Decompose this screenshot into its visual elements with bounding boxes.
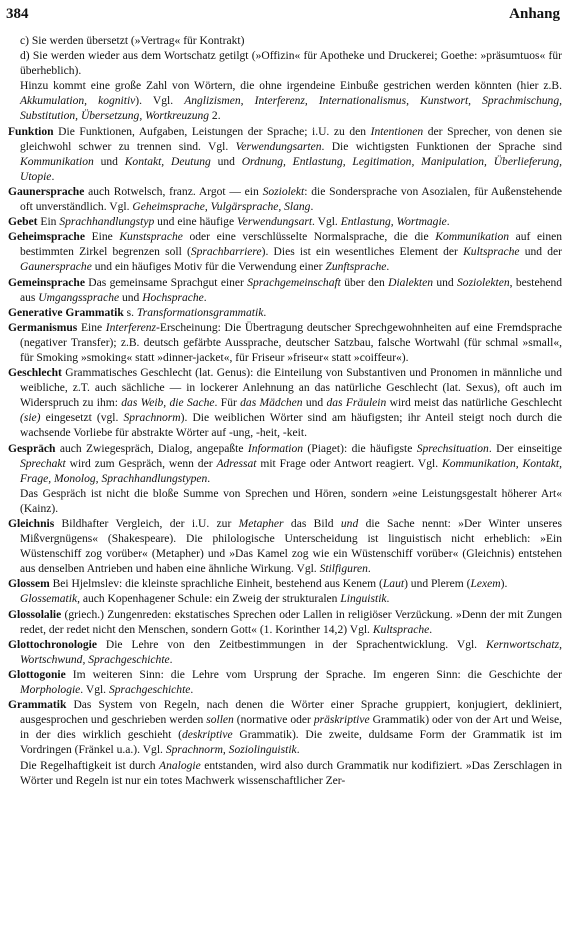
- glossary-entry: [8, 366, 562, 441]
- cross-reference: Interferenz: [105, 321, 157, 334]
- entry-text: Die Lehre von den Zeitbestimmungen in der Sprachentwicklung. Vgl.: [96, 638, 486, 651]
- entry-text: die Sache nennt: »Der Winter unseres Mißvergnügens« (Shakespeare). Die philologische Unterscheidung ist linguistisch nicht erheblich: »Ein Wüstenschiff zog vorüber« (Metapher) und »Das Kamel zog wie ein Wüstenschiff vorüber« (Gleichnis) entstehen aus denselben Antrieben und haben eine ähnliche Wirkung. Vgl.: [20, 518, 562, 576]
- entry-text: Grammatik). Die zweite, duldsame Form der Grammatik ist im Vordringen (Fränkel u.a.). Vgl.: [20, 729, 562, 757]
- glossary-entry: [8, 577, 562, 592]
- entry-text: , bestehend aus: [20, 276, 563, 304]
- entry-text: oder eine verschlüsselte Normalsprache, die die: [182, 231, 436, 244]
- entry-text: eingesetzt (vgl.: [40, 412, 124, 425]
- cross-reference: Akkumulation, kognitiv: [20, 95, 136, 108]
- glossary-entry: [8, 321, 562, 366]
- section-title: Anhang: [509, 6, 560, 22]
- glossary-entry: [8, 442, 562, 487]
- cross-reference: Sprachnorm: [123, 412, 181, 425]
- cross-reference: Entlastung, Wortmagie: [340, 216, 447, 229]
- glossary-entry: [8, 638, 562, 668]
- entry-text: Ein: [37, 216, 60, 229]
- cross-reference: Kunstsprache: [119, 231, 183, 244]
- entry-text: .: [203, 291, 207, 304]
- cross-reference: Adressat: [216, 457, 257, 470]
- entry-text: Das gemeinsame Sprachgut einer: [84, 276, 248, 289]
- cross-reference: Ordnung, Entlastung, Legitimation, Manipulation, Überlieferung, Utopie: [20, 155, 563, 183]
- entry-text: . Die wichtigsten Funktionen der Sprache sind: [321, 140, 562, 153]
- entry-text: auch Zwiegespräch, Dialog, angepaßte: [55, 442, 248, 455]
- cross-reference: Morphologie: [20, 684, 81, 697]
- entry-text: (normative oder: [233, 714, 314, 727]
- cross-reference: das Fräulein: [326, 397, 387, 410]
- headword: Germanismus: [8, 321, 78, 334]
- headword: Geheimsprache: [8, 231, 85, 244]
- cross-reference: Sprachgeschichte: [108, 684, 191, 697]
- entry-text: mit Frage oder Antwort reagiert. Vgl.: [256, 457, 442, 470]
- entry-text: und ein häufiges Motiv für die Verwendung einer: [91, 261, 326, 274]
- headword: Glossolalie: [8, 608, 62, 621]
- entry-text: Hinzu kommt eine große Zahl von Wörtern, die ohne irgendeine Einbuße gestrichen werden könnten (hier z.B.: [20, 80, 562, 93]
- entry-text: . Für: [214, 397, 241, 410]
- cross-reference: Transformationsgrammatik: [136, 306, 264, 319]
- cross-reference: Metapher: [238, 518, 284, 530]
- glossary-body: [8, 34, 562, 789]
- entry-text: Das System von Regeln, nach denen die Wörter einer Sprache gruppiert, konjugiert, dekliniert, ausgesprochen und geschrieben werden: [20, 699, 562, 727]
- cross-reference: Sprechsituation: [416, 442, 489, 455]
- cross-reference: Lexem: [470, 578, 501, 591]
- cross-reference: Zunftsprache: [325, 261, 387, 274]
- cross-reference: Intentionen: [370, 125, 424, 138]
- cross-reference: Stilfiguren: [319, 563, 368, 576]
- entry-text: (Piaget): die häufigste: [303, 442, 417, 455]
- entry-text: .: [386, 261, 390, 274]
- cross-reference: (sie): [20, 412, 41, 425]
- entry-text: . Vgl.: [80, 684, 109, 697]
- entry-text: Eine: [77, 321, 106, 334]
- headword: Gemeinsprache: [8, 276, 85, 289]
- cross-reference: Hochsprache: [142, 291, 204, 304]
- entry-text: auch Rotwelsch, franz. Argot — ein: [84, 185, 263, 198]
- entry-text: und: [210, 155, 242, 168]
- entry-text: Das Gespräch ist nicht die bloße Summe von Sprechen und Hören, sondern »eine Leistungsgestalt höherer Art« (Kainz).: [20, 487, 562, 515]
- cross-reference: Linguistik: [340, 593, 387, 606]
- cross-reference: Gaunersprache: [20, 261, 92, 274]
- cross-reference: Kommunikation, Kontakt, Frage, Monolog, Sprachhandlungstypen: [20, 457, 563, 485]
- entry-text: .: [263, 306, 267, 319]
- entry-text: (griech.) Zungenreden: ekstatisches Sprechen oder Lallen in religiöser Verzückung. »Denn der mit Zungen redet, der redet nicht den Menschen, sondern Gott« (1. Korinther 14,2) Vgl.: [20, 608, 562, 636]
- page-number: 384: [6, 6, 29, 22]
- glossary-entry: [8, 125, 562, 185]
- cross-reference: Kommunikation: [20, 155, 94, 168]
- entry-text: ) und Plerem (: [404, 578, 471, 591]
- entry-text: das Bild: [283, 518, 341, 530]
- glossary-continuation: [8, 592, 562, 607]
- headword: Glottogonie: [8, 668, 66, 681]
- cross-reference: Glossematik: [20, 593, 78, 606]
- cross-reference: Sprechakt: [20, 457, 66, 470]
- entry-text: .: [386, 593, 390, 606]
- running-header: [6, 6, 560, 26]
- entry-text: c) Sie werden übersetzt (»Vertrag« für Kontrakt): [20, 35, 245, 47]
- entry-text: .: [446, 216, 450, 229]
- entry-text: auf einen bestimmten Zirkel begrenzen soll (: [20, 231, 562, 259]
- entry-text: . Der einseitige: [488, 442, 562, 455]
- entry-text: und: [119, 291, 143, 304]
- entry-text: . Vgl.: [312, 216, 341, 229]
- headword: Gebet: [8, 216, 38, 229]
- entry-text: Bei Hjelmslev: die kleinste sprachliche Einheit, bestehend aus Kenem (: [49, 578, 383, 591]
- headword: Grammatik: [8, 699, 67, 712]
- entry-text: Bildhafter Vergleich, der i.U. zur: [54, 518, 239, 530]
- cross-reference: Kultsprache: [372, 623, 430, 636]
- entry-text: .: [207, 472, 211, 485]
- entry-text: , auch Kopenhagener Schule: ein Zweig der strukturalen: [77, 593, 341, 606]
- headword: Funktion: [8, 125, 54, 138]
- cross-reference: Information: [247, 442, 304, 455]
- entry-text: und der: [519, 246, 562, 259]
- cross-reference: und: [340, 518, 359, 530]
- cross-reference: Sprachbarriere: [190, 246, 262, 259]
- glossary-entry: [8, 668, 562, 698]
- headword: Gaunersprache: [8, 185, 85, 198]
- glossary-continuation: [8, 487, 562, 517]
- cross-reference: Soziolekt: [262, 185, 305, 198]
- entry-text: 2.: [209, 110, 221, 123]
- headword: Geschlecht: [8, 367, 62, 380]
- cross-reference: deskriptive: [181, 729, 233, 742]
- entry-text: -Erscheinung: Die Übertragung deutscher Sprechgewohnheiten auf eine Fremdsprache (negativer Transfer); z.B. deutsch gefärbte Aussprache, deutscher Satzbau, falsche Wortwahl (für schmal »small«, für Smoking »smoking« statt »dinner-jacket«, für Friseur »friseur« statt »coiffeur«).: [20, 321, 562, 364]
- cross-reference: Laut: [382, 578, 405, 591]
- entry-text: wird zum Gespräch, wenn der: [65, 457, 217, 470]
- entry-text: wird meist das natürliche Geschlecht: [386, 397, 563, 410]
- headword: Glossem: [8, 578, 50, 591]
- cross-reference: Sprachhandlungstyp: [59, 216, 155, 229]
- entry-text: Im weiteren Sinn: die Lehre vom Ursprung der Sprache. Im engeren Sinn: die Geschichte der: [65, 668, 562, 681]
- cross-reference: Anglizismen, Interferenz, Internationalismus, Kunstwort, Sprachmischung, Substitution, Übersetzung, Wortkreuzung: [20, 95, 562, 123]
- cross-reference: präskriptive: [313, 714, 370, 727]
- cross-reference: Kernwortschatz, Wortschwund, Sprachgeschichte: [20, 638, 562, 666]
- entry-text: entstanden, wird also durch Grammatik nur kodifiziert. »Das Zerschlagen in Wörter und Regeln ist nur ein totes Machwerk wissenschaftlicher Zer-: [20, 759, 563, 787]
- entry-text: über den: [340, 276, 389, 289]
- entry-text: d) Sie werden wieder aus dem Wortschatz getilgt (»Offizin« für Apotheke und Druckerei; Goethe: »präsumtuos« für überheblich).: [20, 50, 562, 78]
- cross-reference: Geheimsprache, Vulgärsprache, Slang: [132, 201, 311, 214]
- cross-reference: Sprachnorm, Soziolinguistik: [165, 744, 297, 757]
- entry-text: ). Dies ist ein wesentliches Element der: [261, 246, 464, 259]
- glossary-entry: [8, 306, 562, 321]
- entry-text: ).: [500, 578, 508, 591]
- entry-text: Grammatik) oder von der Art und Weise, in der dies wirklich geschieht (: [20, 714, 562, 742]
- entry-text: und: [93, 155, 125, 168]
- entry-text: .: [429, 623, 433, 636]
- entry-text: Grammatisches Geschlecht (lat. Genus): die Einteilung von Substantiven und Pronomen in männliche und weibliche, z.T. auch sächliche — in lockerer Anlehnung an das natürliche Geschlecht (lat. Sexus), oft auch im Widerspruch zu ihm:: [20, 367, 562, 410]
- entry-text: s.: [123, 306, 137, 319]
- entry-text: : die Sondersprache von Asozialen, für Außenstehende oft unverständlich. Vgl.: [20, 185, 562, 214]
- entry-text: .: [296, 744, 300, 757]
- cross-reference: Sprachgemeinschaft: [247, 276, 341, 289]
- entry-text: Eine: [84, 231, 120, 244]
- cross-reference: Verwendungsart: [236, 216, 313, 229]
- entry-text: .: [190, 684, 194, 697]
- entry-text: Die Regelhaftigkeit ist durch: [20, 759, 160, 772]
- entry-text: und: [433, 276, 458, 289]
- headword: Generative Grammatik: [8, 306, 124, 319]
- cross-reference: Kontakt, Deutung: [124, 155, 211, 168]
- cross-reference: das Weib, die Sache: [121, 397, 215, 410]
- cross-reference: Dialekten: [388, 276, 433, 289]
- glossary-continuation: [8, 49, 562, 79]
- headword: Gleichnis: [8, 518, 55, 530]
- glossary-entry: [8, 230, 562, 275]
- headword: Glottochronologie: [8, 638, 97, 651]
- cross-reference: Kommunikation: [435, 231, 510, 244]
- glossary-continuation: [8, 759, 562, 789]
- glossary-continuation: [8, 79, 562, 124]
- glossary-entry: [8, 276, 562, 306]
- glossary-entry: [8, 698, 562, 758]
- cross-reference: sollen: [206, 714, 234, 727]
- entry-text: und: [302, 397, 327, 410]
- glossary-continuation: [8, 34, 562, 49]
- glossary-entry: [8, 215, 562, 230]
- cross-reference: Soziolekten: [457, 276, 510, 289]
- glossary-entry: [8, 608, 562, 638]
- entry-text: Die Funktionen, Aufgaben, Leistungen der Sprache; i.U. zu den: [53, 125, 371, 138]
- entry-text: ). Vgl.: [135, 95, 185, 108]
- entry-text: .: [310, 201, 314, 214]
- cross-reference: Umgangssprache: [38, 291, 120, 304]
- entry-text: der Sprecher, von denen sie gleichwohl schwer zu trennen sind. Vgl.: [20, 125, 562, 153]
- glossary-entry: [8, 185, 562, 215]
- entry-text: .: [367, 563, 371, 576]
- entry-text: .: [169, 653, 173, 666]
- cross-reference: Analogie: [159, 759, 201, 772]
- cross-reference: Verwendungsarten: [235, 140, 322, 153]
- entry-text: .: [51, 170, 55, 183]
- cross-reference: Kultsprache: [463, 246, 520, 259]
- entry-text: ). Die weiblichen Wörter sind am häufigsten; ihr Anteil steigt noch durch die wachsende Vorliebe für abstrakte Wörter auf -ung, -heit, -keit.: [20, 412, 563, 440]
- cross-reference: das Mädchen: [240, 397, 303, 410]
- entry-text: und eine häufige: [154, 216, 237, 229]
- glossary-entry: [8, 517, 562, 577]
- headword: Gespräch: [8, 442, 56, 455]
